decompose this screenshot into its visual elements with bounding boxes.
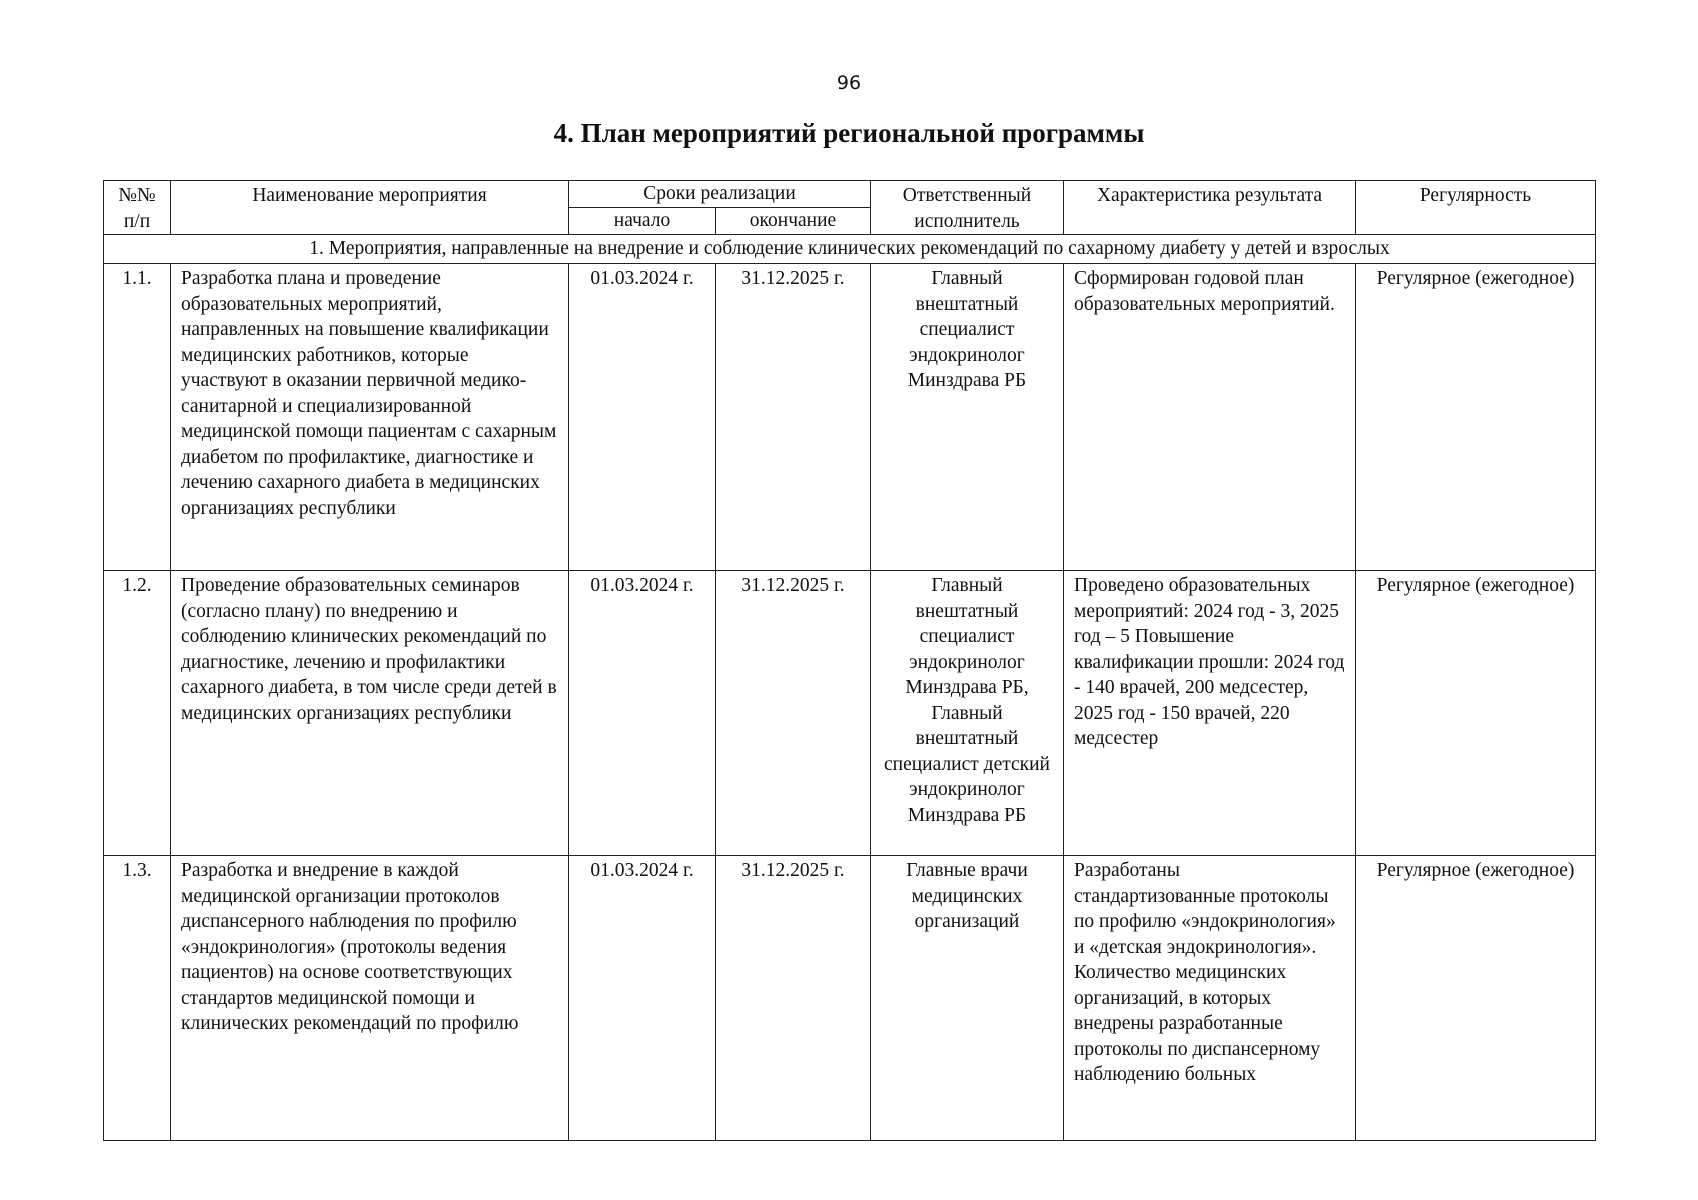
row-end: 31.12.2025 г. <box>716 856 871 1141</box>
row-responsible: Главные врачи медицинских организаций <box>871 856 1064 1141</box>
header-start: начало <box>569 208 716 235</box>
table-row <box>104 571 1596 856</box>
row-start: 01.03.2024 г. <box>569 571 716 856</box>
row-result: Разработаны стандартизованные протоколы по профилю «эндокринология» и «детская эндокринология». Количество медицинских организаций, в которых внедрены разработанные протоколы по диспансерному наблюдению больных <box>1064 856 1356 1141</box>
row-num: 1.1. <box>104 264 171 571</box>
row-end: 31.12.2025 г. <box>716 571 871 856</box>
section-row <box>104 235 1596 264</box>
row-regularity: Регулярное (ежегодное) <box>1356 856 1596 1141</box>
row-responsible: Главный внештатный специалист эндокринолог Минздрава РБ, Главный внештатный специалист детский эндокринолог Минздрава РБ <box>871 571 1064 856</box>
row-regularity: Регулярное (ежегодное) <box>1356 571 1596 856</box>
row-start: 01.03.2024 г. <box>569 264 716 571</box>
row-end: 31.12.2025 г. <box>716 264 871 571</box>
header-result: Характеристика результата <box>1064 181 1356 235</box>
row-name: Разработка и внедрение в каждой медицинской организации протоколов диспансерного наблюдения по профилю «эндокринология» (протоколы ведения пациентов) на основе соответствующих стандартов медицинской помощи и клинических рекомендаций по профилю <box>171 856 569 1141</box>
table-row <box>104 856 1596 1141</box>
header-row <box>104 181 1596 208</box>
header-end: окончание <box>716 208 871 235</box>
row-num: 1.3. <box>104 856 171 1141</box>
row-result: Проведено образовательных мероприятий: 2024 год - 3, 2025 год – 5 Повышение квалификации прошли: 2024 год - 140 врачей, 200 медсестер, 2025 год - 150 врачей, 220 медсестер <box>1064 571 1356 856</box>
row-name: Проведение образовательных семинаров (согласно плану) по внедрению и соблюдению клинических рекомендаций по диагностике, лечению и профилактики сахарного диабета, в том числе среди детей в медицинских организациях республики <box>171 571 569 856</box>
header-name: Наименование мероприятия <box>171 181 569 235</box>
section-heading: 1. Мероприятия, направленные на внедрение и соблюдение клинических рекомендаций по сахарному диабету у детей и взрослых <box>104 235 1596 264</box>
activity-plan-table <box>103 180 1596 1141</box>
table-row <box>104 264 1596 571</box>
row-regularity: Регулярное (ежегодное) <box>1356 264 1596 571</box>
row-result: Сформирован годовой план образовательных мероприятий. <box>1064 264 1356 571</box>
header-responsible: Ответственный исполнитель <box>871 181 1064 235</box>
header-num: №№ п/п <box>104 181 171 235</box>
row-start: 01.03.2024 г. <box>569 856 716 1141</box>
page-number: 96 <box>836 72 862 94</box>
row-name: Разработка плана и проведение образовательных мероприятий, направленных на повышение квалификации медицинских работников, которые участвуют в оказании первичной медико-санитарной и специализированной медицинской помощи пациентам с сахарным диабетом по профилактике, диагностике и лечению сахарного диабета в медицинских организациях республики <box>171 264 569 571</box>
page-title: 4. План мероприятий региональной программы <box>553 118 1145 148</box>
row-responsible: Главный внештатный специалист эндокринолог Минздрава РБ <box>871 264 1064 571</box>
header-regularity: Регулярность <box>1356 181 1596 235</box>
row-num: 1.2. <box>104 571 171 856</box>
header-period: Сроки реализации <box>569 181 871 208</box>
